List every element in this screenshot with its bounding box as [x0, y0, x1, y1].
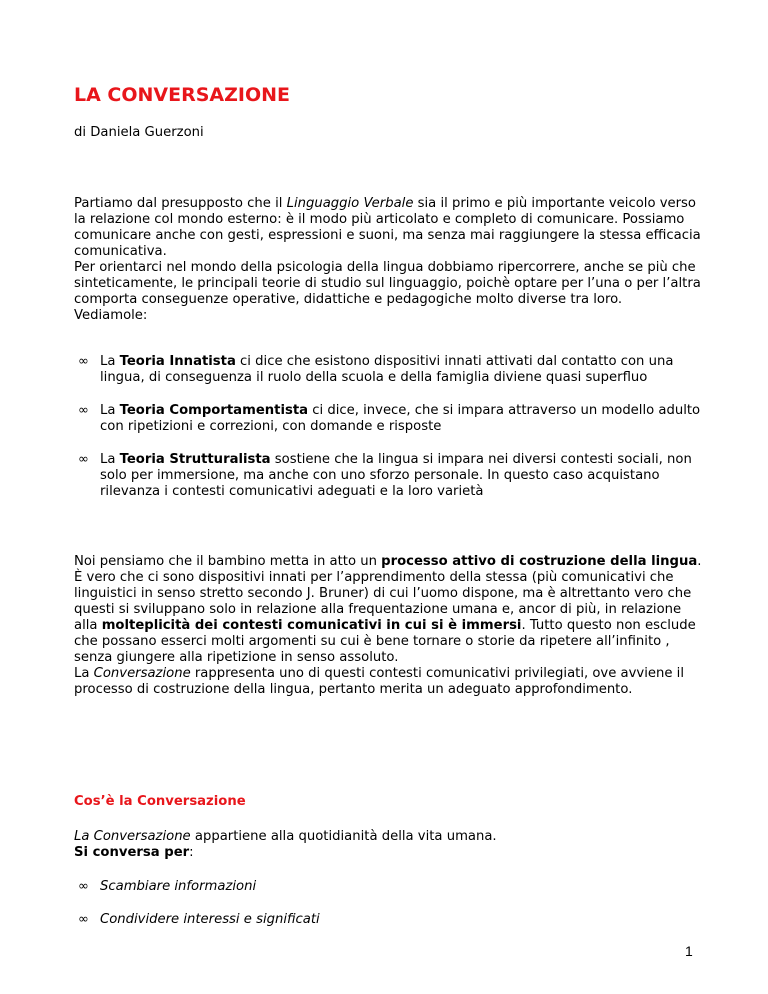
section-paragraph	[74, 829, 704, 845]
infinity-bullet-icon: ∞	[78, 452, 89, 467]
infinity-bullet-icon: ∞	[78, 912, 89, 927]
intro-text-3: Vediamole:	[74, 308, 148, 323]
theories-list	[74, 354, 704, 517]
section-text: La Conversazione appartiene alla quotidianità della vita umana.	[74, 829, 497, 844]
document-title: LA CONVERSAZIONE	[74, 84, 291, 106]
author-line: di Daniela Guerzoni	[74, 125, 204, 140]
list-item: ∞ La Teoria Innatista ci dice che esistono dispositivi innati attivati dal contatto con una lingua, di conseguenza il ruolo della scuola e della famiglia diviene quasi superfluo	[78, 354, 674, 385]
list-item: ∞ Scambiare informazioni	[78, 879, 257, 894]
infinity-bullet-icon: ∞	[78, 403, 89, 418]
body-paragraph	[74, 554, 704, 698]
intro-paragraph	[74, 196, 704, 324]
intro-text-2: Per orientarci nel mondo della psicologia della lingua dobbiamo ripercorrere, anche se più che sinteticamente, le principali teorie di studio sul linguaggio, poichè optare per l’una o per l’altra comporta conseguenze operative, didattiche e pedagogiche molto diverse tra loro.	[74, 260, 701, 307]
list-item: ∞ La Teoria Comportamentista ci dice, invece, che si impara attraverso un modello adulto con ripetizioni e correzioni, con domande e risposte	[78, 403, 701, 434]
infinity-bullet-icon: ∞	[78, 879, 89, 894]
purposes-list	[74, 879, 704, 945]
section-heading: Cos’è la Conversazione	[74, 794, 246, 809]
body-text: Noi pensiamo che il bambino metta in atto un processo attivo di costruzione della lingua. È vero che ci sono dispositivi innati per l’apprendimento della stessa (più comunicativi che linguistici in senso stretto secondo J. Bruner) di cui l’uomo dispone, ma è altrettanto vero che questi si sviluppano solo in relazione alla frequentazione umana e, ancor di più, in relazione alla molteplicità dei contesti comunicativi in cui si è immersi. Tutto questo non esclude che possano esserci molti argomenti su cui è bene tornare o storie da ripetere all’infinito , senza giungere alla ripetizione in senso assoluto.	[74, 554, 702, 665]
list-item: ∞ Condividere interessi e significati	[78, 912, 320, 927]
intro-text: Partiamo dal presupposto che il Linguaggio Verbale sia il primo e più importante veicolo verso la relazione col mondo esterno: è il modo più articolato e completo di comunicare. Possiamo comunicare anche con gesti, espressioni e suoni, ma senza mai raggiungere la stessa efficacia comunicativa.	[74, 196, 701, 259]
infinity-bullet-icon: ∞	[78, 354, 89, 369]
body-text-2: La Conversazione rappresenta uno di questi contesti comunicativi privilegiati, ove avviene il processo di costruzione della lingua, pertanto merita un adeguato approfondimento.	[74, 666, 685, 697]
purpose-intro: Si conversa per:	[74, 845, 194, 860]
list-item: ∞ La Teoria Strutturalista sostiene che la lingua si impara nei diversi contesti sociali, non solo per immersione, ma anche con uno sforzo personale. In questo caso acquistano rilevanza i contesti comunicativi adeguati e la loro varietà	[78, 452, 692, 499]
page-number: 1	[685, 943, 693, 959]
